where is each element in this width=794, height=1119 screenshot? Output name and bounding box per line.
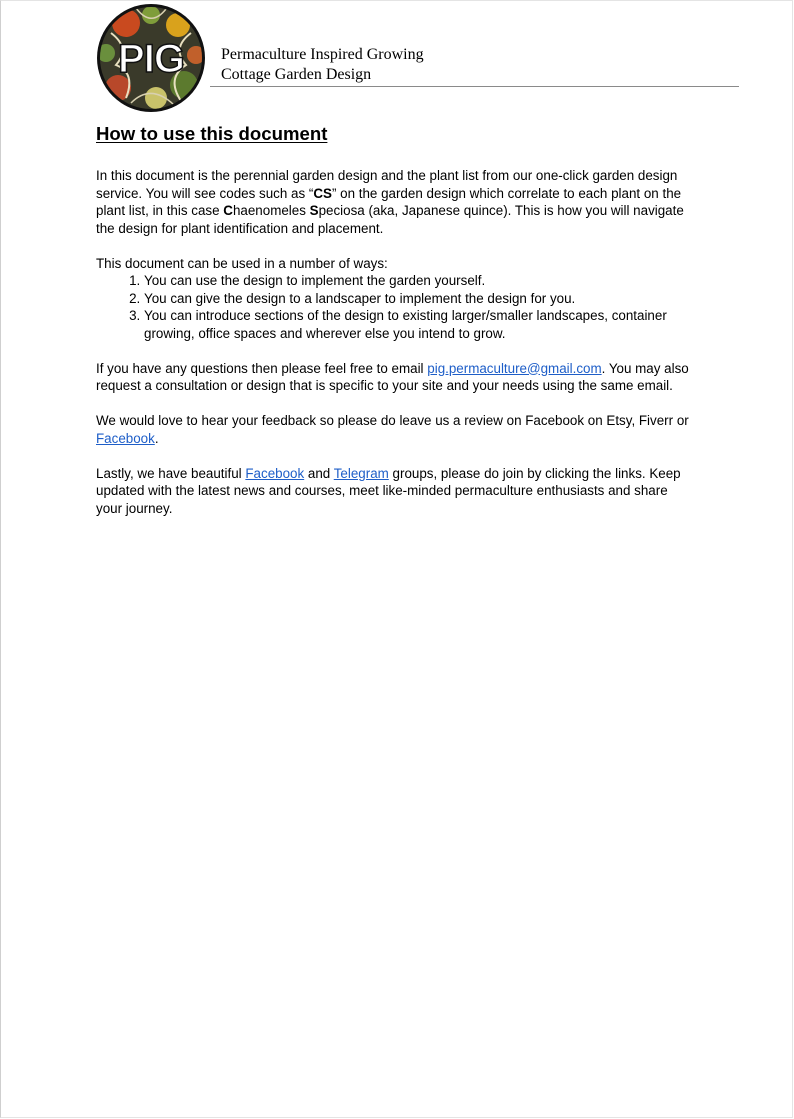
ways-list-item: 1. You can use the design to implement the garden yourself.	[144, 272, 696, 290]
code-example: CS	[313, 185, 332, 201]
intro-text-4: peciosa (aka, Japanese quince). This is how you will navigate the design for plant identification and placement.	[96, 203, 684, 236]
code-letter-s: S	[309, 203, 319, 218]
document-body	[96, 122, 696, 535]
svg-text:PIG: PIG	[118, 37, 184, 81]
lastly-paragraph	[96, 465, 696, 518]
email-link[interactable]: pig.permaculture@gmail.com	[427, 360, 602, 376]
telegram-group-link[interactable]: Telegram	[333, 465, 389, 481]
org-name: Permaculture Inspired Growing	[221, 46, 424, 63]
org-header	[221, 45, 424, 85]
ways-intro: This document can be used in a number of ways:	[96, 255, 388, 271]
pig-logo	[96, 3, 206, 113]
ways-list-item: 2. You can give the design to a landscaper to implement the design for you.	[144, 290, 696, 308]
facebook-group-link[interactable]: Facebook	[245, 465, 305, 481]
intro-text-1: In this document is the perennial garden design and the plant list from our one-click garden design service. You will see codes such as “	[96, 168, 678, 201]
feedback-paragraph	[96, 412, 696, 447]
facebook-review-link[interactable]: Facebook	[96, 430, 155, 446]
lastly-text-2: and	[304, 465, 334, 481]
lastly-text-3: groups, please do join by clicking the links. Keep updated with the latest news and courses, meet like-minded permaculture enthusiasts and share your journey.	[96, 465, 681, 516]
document-title: How to use this document	[96, 123, 328, 144]
questions-text-2: . You may also request a consultation or design that is specific to your site and your needs using the same email.	[96, 360, 689, 393]
feedback-text-1: We would love to hear your feedback so please do leave us a review on Facebook on Etsy, Fiverr or	[96, 413, 689, 428]
ways-list-item: 3. You can introduce sections of the design to existing larger/smaller landscapes, container growing, office spaces and wherever else you intend to grow.	[144, 307, 696, 342]
feedback-text-2: .	[154, 430, 159, 446]
code-letter-c: C	[223, 203, 233, 218]
org-subtitle: Cottage Garden Design	[221, 66, 372, 83]
ways-list	[96, 272, 696, 342]
lastly-text-1: Lastly, we have beautiful	[96, 465, 246, 481]
intro-text-2: ” on the garden design which correlate to each plant on the plant list, in this case	[96, 185, 682, 218]
intro-text-3: haenomeles	[232, 203, 310, 218]
intro-paragraph	[96, 167, 696, 237]
questions-text-1: If you have any questions then please feel free to email	[96, 360, 428, 376]
questions-paragraph	[96, 360, 696, 395]
header-rule	[210, 86, 739, 87]
